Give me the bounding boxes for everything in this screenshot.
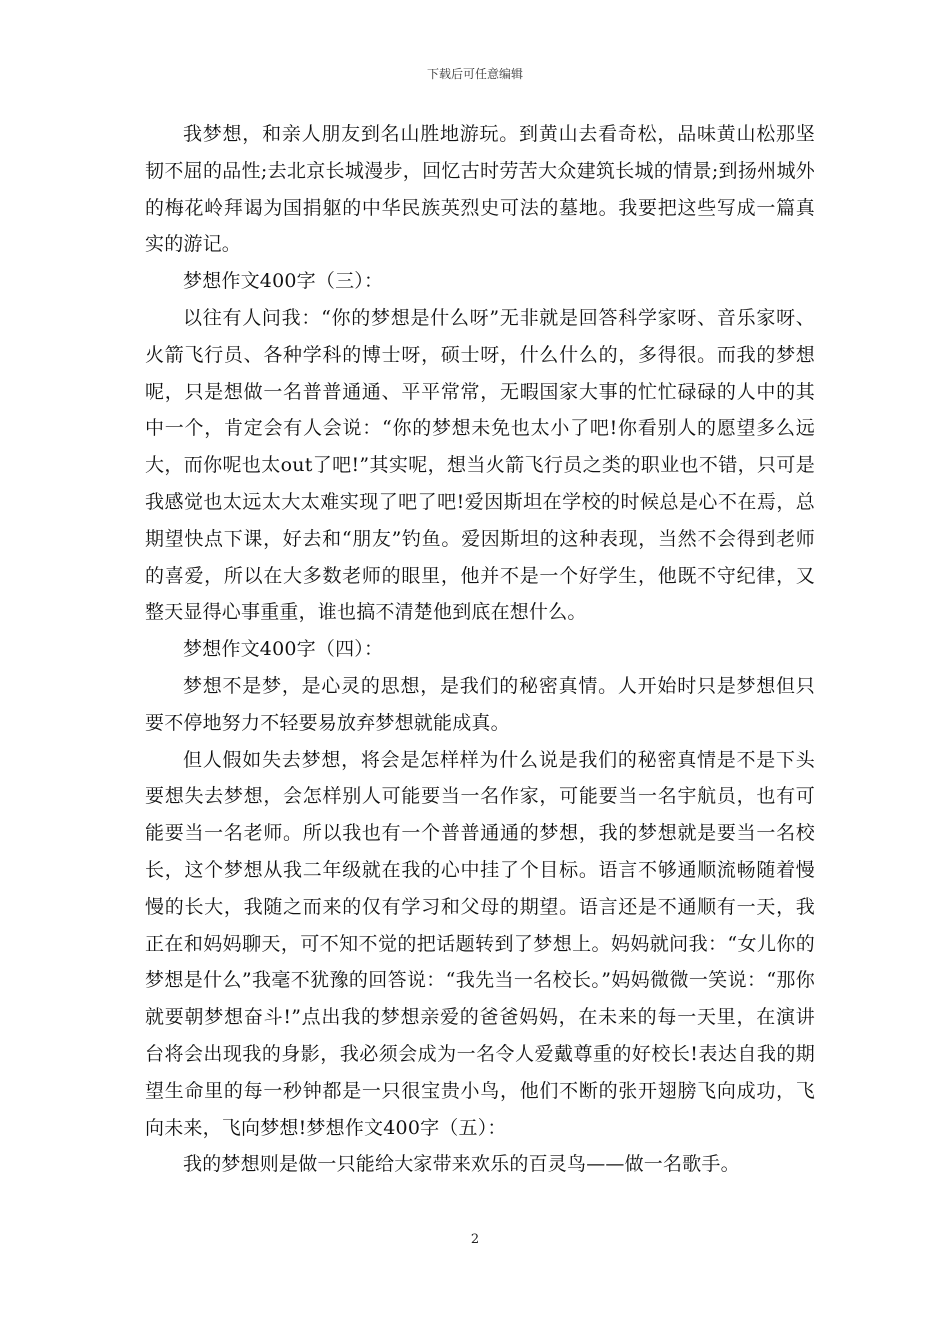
paragraph-ordinary-dream: 以往有人问我：“你的梦想是什么呀”无非就是回答科学家呀、音乐家呀、火箭飞行员、各种学科的博士呀，硕士呀，什么什么的，多得很。而我的梦想呢，只是想做一名普普通通、平平常常，无暇国家大事的忙忙碌碌的人中的其中一个，肯定会有人会说：“你的梦想未免也太小了吧!你看别人的愿望多么远大，而你呢也太out了吧!”其实呢，想当火箭飞行员之类的职业也不错，只可是我感觉也太远太大太难实现了吧了吧!爱因斯坦在学校的时候总是心不在焉，总期望快点下课，好去和“朋友”钓鱼。爱因斯坦的这种表现，当然不会得到老师的喜爱，所以在大多数老师的眼里，他并不是一个好学生，他既不守纪律，又整天显得心事重重，谁也搞不清楚他到底在想什么。 [145,306,815,624]
paragraph-dream-not-dream: 梦想不是梦，是心灵的思想，是我们的秘密真情。人开始时只是梦想但只要不停地努力不轻要易放弃梦想就能成真。 [145,674,815,734]
page-header: 下载后可任意编辑 [426,67,523,81]
page-number: 2 [470,1232,480,1247]
section-heading-three: 梦想作文400字（三）： [183,270,384,293]
paragraph-dream-travel: 我梦想，和亲人朋友到名山胜地游玩。到黄山去看奇松，品味黄山松那坚韧不屈的品性;去北京长城漫步，回忆古时劳苦大众建筑长城的情景;到扬州城外的梅花岭拜谒为国捐躯的中华民族英烈史可法的墓地。我要把这些写成一篇真实的游记。 [145,123,815,256]
paragraph-singer-dream: 我的梦想则是做一只能给大家带来欢乐的百灵鸟——做一名歌手。 [183,1153,740,1176]
document-body [145,116,815,1183]
paragraph-principal-dream: 但人假如失去梦想，将会是怎样样为什么说是我们的秘密真情是不是下头要想失去梦想，会怎样别人可能要当一名作家，可能要当一名宇航员，也有可能要当一名老师。所以我也有一个普普通通的梦想，我的梦想就是要当一名校长，这个梦想从我二年级就在我的心中挂了个目标。语言不够通顺流畅随着慢慢的长大，我随之而来的仅有学习和父母的期望。语言还是不通顺有一天，我正在和妈妈聊天，可不知不觉的把话题转到了梦想上。妈妈就问我：“女儿你的梦想是什么”我毫不犹豫的回答说：“我先当一名校长。”妈妈微微一笑说：“那你就要朝梦想奋斗!”点出我的梦想亲爱的爸爸妈妈，在未来的每一天里，在演讲台将会出现我的身影，我必须会成为一名令人爱戴尊重的好校长!表达自我的期望生命里的每一秒钟都是一只很宝贵小鸟，他们不断的张开翅膀飞向成功，飞向未来，飞向梦想!梦想作文400字（五）： [145,748,815,1139]
section-heading-four: 梦想作文400字（四）： [183,638,384,661]
